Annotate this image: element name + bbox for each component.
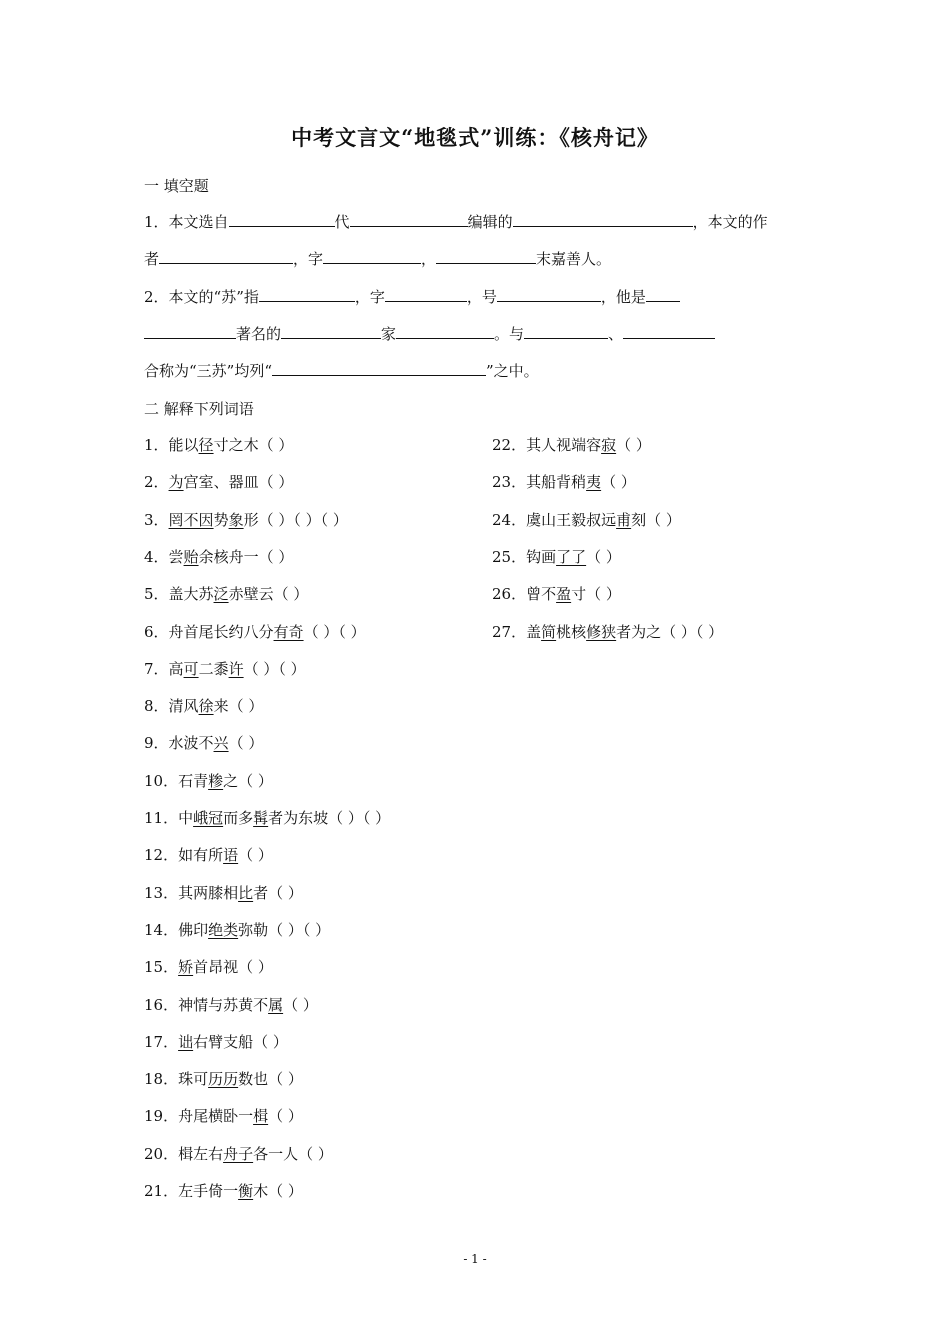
underlined-word: 简 (541, 622, 557, 641)
vocab-item (144, 808, 390, 828)
item-text: 木（ ） (253, 1182, 303, 1200)
item-text: 8．清风 (144, 697, 199, 716)
q2-blank-su-zhe[interactable] (623, 324, 715, 339)
vocab-item (144, 883, 303, 903)
item-text: 9．水波不 (144, 734, 214, 753)
q2-blank-person[interactable] (259, 287, 355, 302)
underlined-word: 许 (228, 659, 244, 678)
item-text: （ ） (238, 846, 273, 865)
underlined-word: 径 (198, 436, 214, 454)
q1-line-1 (144, 212, 768, 232)
vocab-item (144, 435, 293, 455)
vocab-item (144, 1181, 303, 1201)
underlined-word: 衡 (238, 1182, 254, 1200)
q2-text-c: ，号 (466, 288, 497, 306)
vocab-item (492, 547, 621, 567)
item-text: 26．曾不 (492, 585, 557, 604)
q2-blank-role[interactable] (396, 324, 494, 339)
item-text: 20．楫左右 (144, 1144, 224, 1163)
underlined-word: 语 (223, 846, 239, 865)
underlined-word: 有奇 (273, 622, 304, 641)
underlined-word: 罔不因 (168, 510, 214, 529)
q1-text-c: 编辑的 (467, 213, 513, 231)
vocab-item (144, 584, 308, 604)
item-text: 者为之（ ）（ ） (616, 622, 724, 641)
vocab-item (492, 435, 651, 455)
q2-text-a: 2．本文的“苏”指 (144, 288, 259, 306)
underlined-word: 髯 (253, 809, 269, 827)
underlined-word: 比 (238, 883, 254, 902)
q2-blank-dynasty-b[interactable] (144, 324, 236, 339)
section-1-heading: 一 填空题 (144, 177, 209, 195)
item-text: 势 (213, 510, 229, 529)
vocab-item (144, 1144, 333, 1164)
underlined-word: 糁 (208, 771, 224, 790)
item-text: 14．佛印 (144, 920, 209, 939)
underlined-word: 甫 (616, 510, 632, 529)
item-text: 余核舟一（ ） (198, 547, 294, 566)
item-text: 22．其人视端容 (492, 436, 602, 454)
item-text: 3． (144, 510, 169, 529)
item-text: （ ）（ ） (243, 659, 306, 678)
vocab-item (492, 622, 723, 642)
q2-blank-eight-masters[interactable] (272, 361, 486, 376)
q1-blank-book[interactable] (513, 212, 693, 227)
item-text: 12．如有所 (144, 846, 224, 865)
underlined-word: 了了 (556, 547, 587, 566)
vocab-item (144, 995, 318, 1015)
item-text: 者为东坡（ ）（ ） (268, 809, 391, 827)
vocab-item (144, 920, 330, 940)
underlined-word: 属 (268, 995, 284, 1014)
vocab-item (144, 1106, 303, 1126)
item-text: 5．盖大苏 (144, 585, 214, 604)
item-text: 桃核 (556, 622, 587, 641)
q2-blank-dynasty-a[interactable] (646, 287, 680, 302)
item-text: 19．舟尾横卧一 (144, 1107, 254, 1126)
q1-line-2 (144, 249, 611, 269)
item-text: 2． (144, 473, 169, 492)
vocab-item (492, 510, 681, 530)
q2-text-f: 家 (381, 325, 397, 343)
item-text: 寸之木（ ） (213, 436, 294, 454)
q2-text-h: 、 (608, 325, 624, 343)
underlined-word: 夷 (586, 473, 602, 492)
q1-blank-dynasty[interactable] (229, 212, 335, 227)
q2-line-2 (144, 324, 715, 344)
item-text: 二黍 (198, 659, 229, 678)
vocab-item (144, 622, 366, 642)
q1-text-a: 1．本文选自 (144, 213, 229, 231)
underlined-word: 可 (183, 659, 199, 678)
q1-blank-dynasty-2[interactable] (436, 249, 536, 264)
q2-line-3 (144, 361, 539, 381)
q1-text-d: ，本文的作 (692, 213, 768, 231)
item-text: （ ）（ ） (303, 622, 366, 641)
item-text: 24．虞山王毅叔远 (492, 510, 617, 529)
underlined-word: 泛 (213, 585, 229, 604)
item-text: 形（ ）（ ）（ ） (243, 510, 348, 529)
page-title: 中考文言文“地毯式”训练：《核舟记》 (291, 125, 659, 150)
item-text: 10．石青 (144, 771, 209, 790)
q2-blank-field[interactable] (281, 324, 381, 339)
vocab-item (144, 547, 293, 567)
section-2-heading: 二 解释下列词语 (144, 400, 254, 418)
item-text: （ ） (283, 995, 318, 1014)
page-number: - 1 - (463, 1252, 487, 1266)
q2-blank-courtesy-name[interactable] (385, 287, 467, 302)
underlined-word: 绝类 (208, 920, 239, 939)
underlined-word: 象 (228, 510, 244, 529)
item-text: 23．其船背稍 (492, 473, 587, 492)
q1-text-b: 代 (334, 213, 350, 231)
item-text: 4．尝 (144, 547, 184, 566)
q1-blank-courtesy-name[interactable] (323, 249, 421, 264)
vocab-item (144, 1069, 303, 1089)
underlined-word: 贻 (183, 547, 199, 566)
item-text: 之（ ） (223, 771, 273, 790)
item-text: 者（ ） (253, 883, 303, 902)
item-text: 而多 (223, 809, 254, 827)
q2-text-g: 。与 (494, 325, 525, 343)
q2-blank-pen-name[interactable] (497, 287, 601, 302)
item-text: 宫室、器皿（ ） (183, 473, 294, 492)
item-text: （ ） (268, 1107, 303, 1126)
underlined-word: 矫 (178, 958, 194, 977)
q2-blank-su-xun[interactable] (524, 324, 608, 339)
item-text: 来（ ） (213, 697, 264, 716)
item-text: 各一人（ ） (253, 1144, 333, 1163)
item-text: （ ） (616, 436, 651, 454)
underlined-word: 为 (168, 473, 184, 492)
vocab-item (144, 957, 273, 977)
q1-blank-author[interactable] (159, 249, 293, 264)
underlined-word: 楫 (253, 1107, 269, 1126)
q2-line-1 (144, 287, 680, 307)
vocab-item (144, 733, 263, 753)
item-text: 27．盖 (492, 622, 542, 641)
item-text: 数也（ ） (238, 1070, 303, 1089)
item-text: 11．中 (144, 809, 194, 827)
item-text: 15． (144, 958, 179, 977)
item-text: 16．神情与苏黄不 (144, 995, 269, 1014)
vocab-item (144, 472, 293, 492)
item-text: 18．珠可 (144, 1070, 209, 1089)
item-text: （ ） (601, 473, 636, 492)
vocab-item (144, 696, 263, 716)
q2-text-j: ”之中。 (486, 362, 539, 380)
underlined-word: 徐 (198, 697, 214, 716)
vocab-item (492, 584, 621, 604)
item-text: 赤壁云（ ） (228, 585, 309, 604)
underlined-word: 舟子 (223, 1144, 254, 1163)
item-text: （ ） (228, 734, 264, 753)
underlined-word: 峨冠 (193, 809, 224, 827)
item-text: 首昂视（ ） (193, 958, 273, 977)
item-text: 21．左手倚一 (144, 1182, 239, 1200)
underlined-word: 盈 (556, 585, 572, 604)
underlined-word: 修狭 (586, 622, 617, 641)
vocab-item (144, 510, 348, 530)
underlined-word: 兴 (213, 734, 229, 753)
q1-text-g: ， (421, 250, 437, 268)
vocab-item (144, 659, 306, 679)
vocab-item (144, 1032, 288, 1052)
item-text: 右臂支船（ ） (193, 1032, 288, 1051)
q2-text-b: ，字 (354, 288, 385, 306)
q1-text-f: ，字 (293, 250, 324, 268)
item-text: 1．能以 (144, 436, 199, 454)
q2-text-i: 合称为“三苏”均列“ (144, 362, 273, 380)
q1-text-h: 末嘉善人。 (536, 250, 612, 268)
item-text: 13．其两膝相 (144, 883, 239, 902)
item-text: 25．钩画 (492, 547, 557, 566)
item-text: 刻（ ） (631, 510, 681, 529)
item-text: 6．舟首尾长约八分 (144, 622, 274, 641)
item-text: 17． (144, 1032, 179, 1051)
underlined-word: 历历 (208, 1070, 239, 1089)
item-text: 寸（ ） (571, 585, 621, 604)
q2-text-d: ，他是 (600, 288, 646, 306)
vocab-item (492, 472, 636, 492)
q2-text-e: 著名的 (236, 325, 282, 343)
underlined-word: 诎 (178, 1032, 194, 1051)
item-text: （ ） (586, 547, 621, 566)
q1-blank-editor[interactable] (350, 212, 468, 227)
underlined-word: 寂 (601, 436, 617, 454)
vocab-item (144, 845, 273, 865)
vocab-item (144, 771, 273, 791)
q1-text-e: 者 (144, 250, 160, 268)
item-text: 7．高 (144, 659, 184, 678)
item-text: 弥勒（ ）（ ） (238, 920, 331, 939)
